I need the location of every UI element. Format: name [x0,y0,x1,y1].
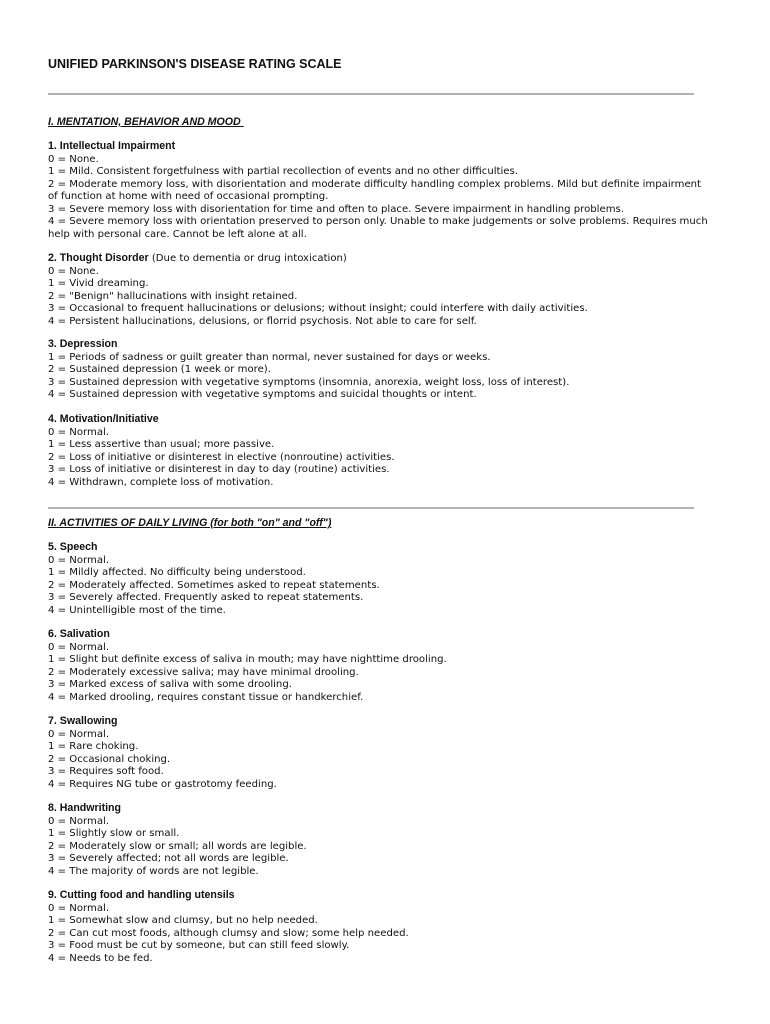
option: 0 = Normal. [48,426,110,438]
option: 3 = Requires soft food. [48,766,164,777]
option: 1 = Mild. Consistent forgetfulness with partial recollection of events and no other difficulties. [48,166,518,177]
divider [48,93,694,95]
option: 2 = Loss of initiative or disinterest in elective (nonroutine) activities. [48,451,395,463]
option: 3 = Severely affected; not all words are legible. [48,853,289,864]
option: 1 = Slight but definite excess of saliva in mouth; may have nighttime drooling. [48,654,447,665]
item-title: 9. Cutting food and handling utensils [48,889,235,901]
item-motivation-initiative [48,413,708,489]
option: 4 = Needs to be fed. [48,952,153,964]
item-title: 5. Speech [48,541,98,553]
item-title: 8. Handwriting [48,802,121,814]
item-intellectual-impairment [48,140,711,241]
option: 4 = Persistent hallucinations, delusions, or florrid psychosis. Not able to care for self. [48,315,477,327]
option: 0 = Normal. [48,728,110,740]
item-cutting-food [48,889,708,965]
option: 2 = Can cut most foods, although clumsy and slow; some help needed. [48,927,409,939]
item-title: 2. Thought Disorder [48,252,149,264]
option: 0 = Normal. [48,641,110,653]
option: 4 = The majority of words are not legible. [48,865,259,877]
option: 0 = Normal. [48,815,110,827]
item-handwriting [48,802,708,878]
option: 4 = Marked drooling, requires constant tissue or handkerchief. [48,691,364,703]
option: 3 = Severe memory loss with disorientation for time and often to place. Severe impairment in handling problems. [48,203,624,215]
option: 2 = Moderate memory loss, with disorientation and moderate difficulty handling complex problems. Mild but definite impairment of function at home with need of occasional prompting. [48,178,705,202]
option: 4 = Severe memory loss with orientation preserved to person only. Unable to make judgements or solve problems. Requires much help with personal care. Cannot be left alone at all. [48,216,711,240]
option: 0 = None. [48,265,99,277]
option: 4 = Requires NG tube or gastrotomy feeding. [48,778,277,790]
item-swallowing [48,715,708,791]
option: 1 = Periods of sadness or guilt greater than normal, never sustained for days or weeks. [48,351,491,363]
option: 3 = Food must be cut by someone, but can still feed slowly. [48,940,350,951]
option: 1 = Slightly slow or small. [48,828,180,839]
divider [48,507,694,509]
option: 1 = Vivid dreaming. [48,278,149,289]
section-heading-mentation: I. MENTATION, BEHAVIOR AND MOOD [48,116,244,128]
item-title: 7. Swallowing [48,715,118,727]
option: 2 = Moderately slow or small; all words are legible. [48,840,307,852]
option: 4 = Withdrawn, complete loss of motivation. [48,476,274,488]
option: 3 = Severely affected. Frequently asked to repeat statements. [48,592,364,603]
option: 2 = Occasional choking. [48,753,171,765]
option: 2 = "Benign" hallucinations with insight retained. [48,290,298,302]
option: 3 = Loss of initiative or disinterest in day to day (routine) activities. [48,464,390,475]
item-title: 1. Intellectual Impairment [48,140,176,152]
option: 2 = Moderately excessive saliva; may have minimal drooling. [48,666,359,678]
option: 3 = Occasional to frequent hallucinations or delusions; without insight; could interfere with daily activities. [48,303,588,314]
option: 2 = Moderately affected. Sometimes asked to repeat statements. [48,579,380,591]
section-heading-adl: II. ACTIVITIES OF DAILY LIVING (for both "on" and "off") [48,517,332,529]
option: 1 = Rare choking. [48,741,139,752]
option: 4 = Sustained depression with vegetative symptoms and suicidal thoughts or intent. [48,389,477,400]
option: 3 = Marked excess of saliva with some drooling. [48,679,292,690]
item-note: (Due to dementia or drug intoxication) [148,253,347,264]
item-title: 4. Motivation/Initiative [48,413,159,425]
option: 3 = Sustained depression with vegetative symptoms (insomnia, anorexia, weight loss, loss of interest). [48,376,570,388]
item-thought-disorder [48,252,708,328]
option: 1 = Less assertive than usual; more passive. [48,439,275,450]
option: 4 = Unintelligible most of the time. [48,604,226,616]
option: 1 = Mildly affected. No difficulty being understood. [48,567,306,578]
item-title: 6. Salivation [48,628,110,640]
item-salivation [48,628,708,704]
page-title: UNIFIED PARKINSON'S DISEASE RATING SCALE [48,57,342,71]
option: 0 = Normal. [48,902,110,914]
option: 0 = None. [48,153,99,165]
item-title: 3. Depression [48,338,118,350]
option: 2 = Sustained depression (1 week or more). [48,364,271,375]
item-depression [48,338,708,402]
option: 0 = Normal. [48,554,110,566]
option: 1 = Somewhat slow and clumsy, but no help needed. [48,915,318,926]
item-speech [48,541,708,617]
